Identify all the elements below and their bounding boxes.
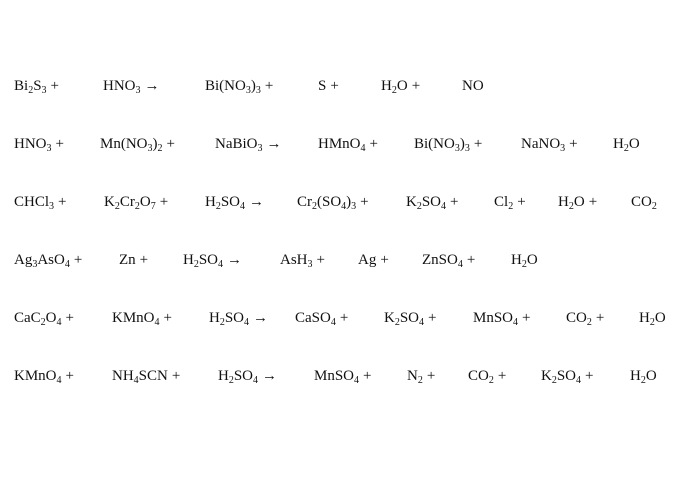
plus-sign: + xyxy=(163,310,172,326)
reaction-arrow: → xyxy=(249,194,265,210)
equation-row xyxy=(0,250,700,274)
plus-sign: + xyxy=(466,252,476,268)
plus-sign: + xyxy=(73,252,83,268)
chemical-term: $NH_4SCN$ + xyxy=(112,368,181,386)
equation-row xyxy=(0,76,700,100)
chemical-term: $H_2O$ xyxy=(511,252,538,270)
plus-sign: + xyxy=(159,194,169,210)
plus-sign: + xyxy=(50,78,59,94)
chemical-term: $Mn(NO_3)_2$ + xyxy=(100,136,175,154)
chemical-term: $H_2SO_4$ → xyxy=(209,310,269,328)
plus-sign: + xyxy=(264,78,274,94)
plus-sign: + xyxy=(339,310,349,326)
equation-row xyxy=(0,134,700,158)
chemical-term: CHCl$_3$ + xyxy=(14,194,67,212)
chemical-term: $HNO_3$ + xyxy=(14,136,64,154)
plus-sign: + xyxy=(58,194,67,210)
plus-sign: + xyxy=(428,310,437,326)
reaction-arrow: → xyxy=(227,252,243,268)
chemical-term: $K_2SO_4$ + xyxy=(541,368,594,386)
equation-row xyxy=(0,366,700,390)
chemical-term: ZnSO$_4$ + xyxy=(422,252,476,270)
chemical-term: KMnO$_4$ + xyxy=(14,368,74,386)
chemical-term: $H_2SO_4$ → xyxy=(205,194,265,212)
reaction-arrow: → xyxy=(144,78,160,94)
plus-sign: + xyxy=(55,136,64,152)
chemical-term: S + xyxy=(318,78,339,94)
plus-sign: + xyxy=(139,252,149,268)
equation-row xyxy=(0,308,700,332)
plus-sign: + xyxy=(497,368,507,384)
plus-sign: + xyxy=(450,194,459,210)
chemical-term: $K_2Cr_2O_7$ + xyxy=(104,194,169,212)
chemical-term: KMnO$_4$ + xyxy=(112,310,172,328)
chemical-term: $CO_2$ + xyxy=(566,310,605,328)
chemical-term: $Ag_3AsO_4$ + xyxy=(14,252,83,270)
chemical-term: $CO_2$ + xyxy=(468,368,507,386)
chemical-term: $K_2SO_4$ + xyxy=(384,310,437,328)
chemical-term: Zn + xyxy=(119,252,149,268)
plus-sign: + xyxy=(569,136,578,152)
chemical-term: $K_2SO_4$ + xyxy=(406,194,459,212)
chemical-term: $H_2O$ + xyxy=(381,78,421,96)
chemical-term: MnSO$_4$ + xyxy=(314,368,372,386)
chemical-term: NaBiO$_3$ → xyxy=(215,136,282,154)
chemical-term: $H_2SO_4$ → xyxy=(183,252,243,270)
plus-sign: + xyxy=(426,368,436,384)
reaction-arrow: → xyxy=(253,310,269,326)
chemical-term: $Bi(NO_3)_3$ + xyxy=(414,136,483,154)
plus-sign: + xyxy=(473,136,483,152)
plus-sign: + xyxy=(588,194,598,210)
plus-sign: + xyxy=(363,368,372,384)
chemical-term: $HNO_3$ → xyxy=(103,78,160,96)
chemical-term: $Bi(NO_3)_3$ + xyxy=(205,78,274,96)
plus-sign: + xyxy=(380,252,389,268)
plus-sign: + xyxy=(65,368,74,384)
plus-sign: + xyxy=(330,78,339,94)
plus-sign: + xyxy=(411,78,421,94)
chemical-term: MnSO$_4$ + xyxy=(473,310,531,328)
chemical-term: NO xyxy=(462,78,484,94)
plus-sign: + xyxy=(316,252,325,268)
plus-sign: + xyxy=(166,136,175,152)
chemical-term: $Cr_2(SO_4)_3$ + xyxy=(297,194,369,212)
chemical-term: $CO_2$ xyxy=(631,194,657,212)
chemical-term: $Cl_2$ + xyxy=(494,194,526,212)
chemical-term: $H_2O$ xyxy=(639,310,666,328)
chemical-term: $H_2O$ xyxy=(613,136,640,154)
chemical-term: $Bi_2S_3$ + xyxy=(14,78,59,96)
equation-row xyxy=(0,192,700,216)
chemical-term: $H_2O$ xyxy=(630,368,657,386)
plus-sign: + xyxy=(369,136,378,152)
chemical-term: $H_2SO_4$ → xyxy=(218,368,278,386)
plus-sign: + xyxy=(522,310,531,326)
chemical-term: $H_2O$ + xyxy=(558,194,598,212)
chemical-term: Ag + xyxy=(358,252,389,268)
plus-sign: + xyxy=(517,194,526,210)
reaction-arrow: → xyxy=(266,136,282,152)
chemical-term: NaNO$_3$ + xyxy=(521,136,578,154)
chemical-term: HMnO$_4$ + xyxy=(318,136,378,154)
plus-sign: + xyxy=(360,194,369,210)
plus-sign: + xyxy=(65,310,74,326)
chemical-term: $N_2$ + xyxy=(407,368,436,386)
chemical-term: CaSO$_4$ + xyxy=(295,310,349,328)
chemical-term: $CaC_2O_4$ + xyxy=(14,310,74,328)
chemical-term: AsH$_3$ + xyxy=(280,252,325,270)
plus-sign: + xyxy=(585,368,594,384)
plus-sign: + xyxy=(171,368,181,384)
plus-sign: + xyxy=(595,310,605,326)
reaction-arrow: → xyxy=(262,368,278,384)
